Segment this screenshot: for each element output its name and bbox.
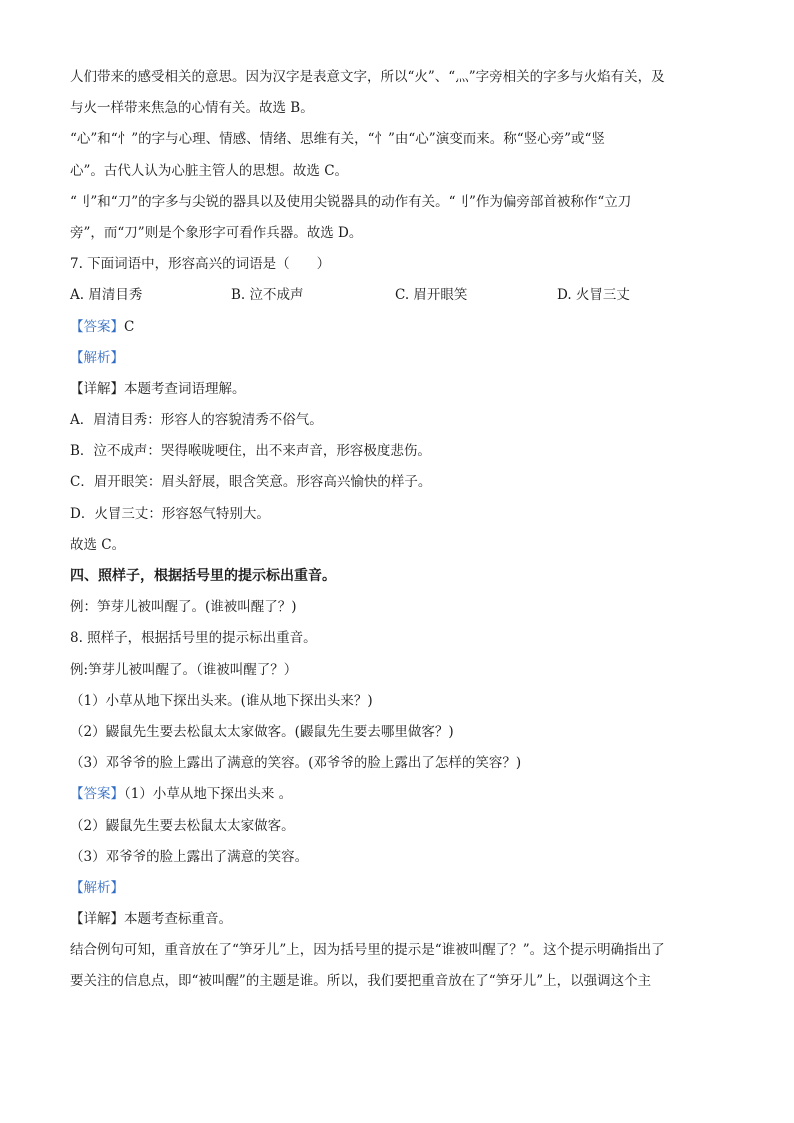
option-a: A. 眉清目秀 — [70, 287, 143, 304]
analysis-tag: 【解析】 — [70, 879, 124, 896]
answer-value: C — [124, 318, 135, 335]
paragraph-line: 要关注的信息点，即“被叫醒”的主题是谁。所以，我们要把重音放在了“笋牙儿”上，以强调这个主 — [70, 973, 652, 990]
text-line: “刂”和“刀”的字多与尖锐的器具以及使用尖锐器具的动作有关。“刂”作为偏旁部首被称作“立刀 — [70, 193, 632, 210]
conclusion-7: 故选 C。 — [70, 536, 126, 553]
section-example: 例：笋芽儿被叫醒了。(谁被叫醒了？) — [70, 599, 297, 616]
option-b: B. 泣不成声 — [231, 287, 304, 304]
answer-line-3: （3）邓爷爷的脸上露出了满意的笑容。 — [70, 848, 309, 865]
document-page — [70, 62, 730, 998]
text-line: 心”。古代人认为心脏主管人的思想。故选 C。 — [70, 162, 349, 179]
explain-b: B．泣不成声：哭得喉咙哽住，出不来声音，形容极度悲伤。 — [70, 443, 431, 460]
analysis-tag: 【解析】 — [70, 349, 124, 366]
answer-line-2: （2）鼹鼠先生要去松鼠太太家做客。 — [70, 817, 295, 834]
text-line: 与火一样带来焦急的心情有关。故选 B。 — [70, 100, 314, 117]
detail-text: 本题考查词语理解。 — [124, 380, 246, 397]
detail-tag: 【详解】 — [70, 911, 124, 928]
answer-tag: 【答案】 — [70, 318, 124, 335]
detail-8 — [70, 904, 730, 935]
question-7-options — [70, 280, 730, 311]
detail-7 — [70, 374, 730, 405]
text-line: “心”和“忄”的字与心理、情感、情绪、思维有关，“忄”由“心”演变而来。称“竖心旁”或“竖 — [70, 131, 605, 148]
q8-item-3: （3）邓爷爷的脸上露出了满意的笑容。(邓爷爷的脸上露出了怎样的笑容？) — [70, 755, 522, 772]
question-8: 8. 照样子，根据括号里的提示标出重音。 — [70, 630, 317, 647]
answer-tag: 【答案】 — [70, 786, 124, 803]
option-d: D. 火冒三丈 — [557, 287, 630, 304]
detail-tag: 【详解】 — [70, 380, 124, 397]
question-8-example: 例:笋芽儿被叫醒了。（谁被叫醒了？） — [70, 661, 298, 678]
explain-c: C．眉开眼笑：眉头舒展，眼含笑意。形容高兴愉快的样子。 — [70, 474, 432, 491]
answer-7 — [70, 312, 730, 343]
option-c: C. 眉开眼笑 — [395, 287, 468, 304]
question-7: 7. 下面词语中，形容高兴的词语是（ ） — [70, 256, 331, 273]
text-line: 人们带来的感受相关的意思。因为汉字是表意文字，所以“火”、“灬”字旁相关的字多与火焰有关，及 — [70, 69, 665, 85]
answer-line-1: （1）小草从地下探出头来 。 — [124, 786, 293, 803]
q8-item-1: （1）小草从地下探出头来。(谁从地下探出头来？) — [70, 692, 373, 709]
q8-item-2: （2）鼹鼠先生要去松鼠太太家做客。(鼹鼠先生要去哪里做客？) — [70, 723, 454, 740]
detail-text: 本题考查标重音。 — [124, 911, 232, 928]
section-heading: 四、照样子，根据括号里的提示标出重音。 — [70, 568, 336, 584]
answer-8 — [70, 779, 730, 810]
paragraph-line: 结合例句可知，重音放在了“笋牙儿”上，因为括号里的提示是“谁被叫醒了？”。这个提示明确指出了 — [70, 942, 665, 959]
text-line: 旁”，而“刀”则是个象形字可看作兵器。故选 D。 — [70, 224, 363, 241]
explain-d: D．火冒三丈：形容怒气特别大。 — [70, 505, 270, 522]
explain-a: A．眉清目秀：形容人的容貌清秀不俗气。 — [70, 412, 323, 429]
